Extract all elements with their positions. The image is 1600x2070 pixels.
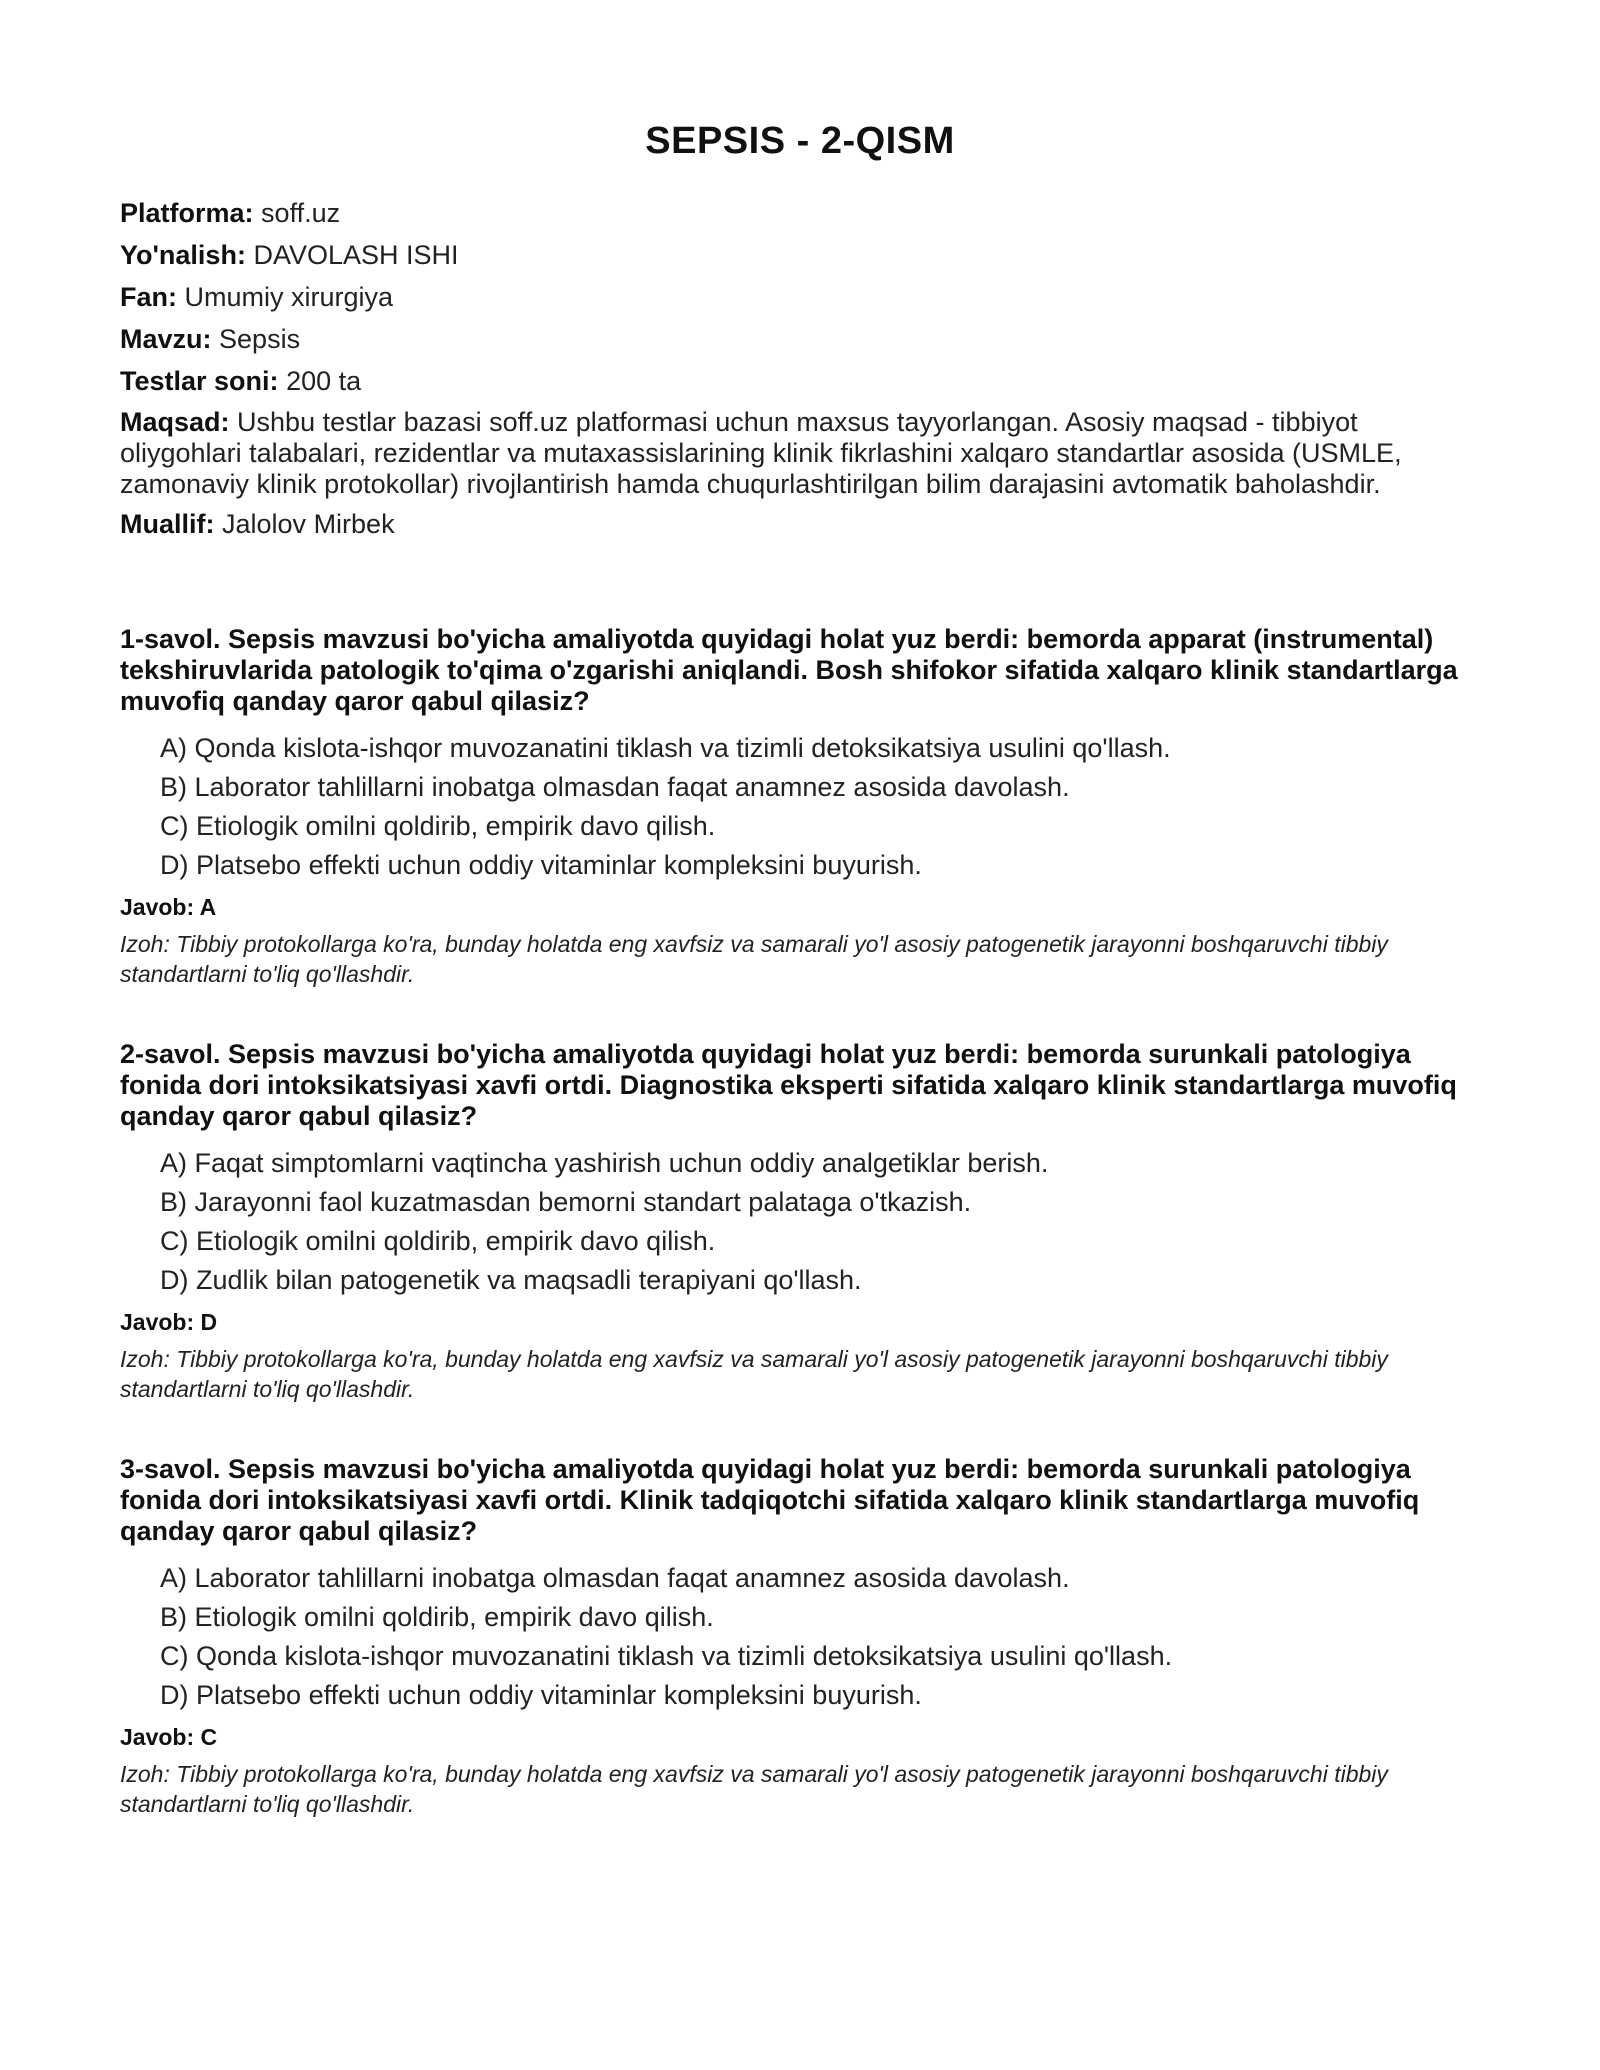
meta-value: 200 ta <box>286 366 362 396</box>
meta-label: Platforma: <box>120 198 254 228</box>
meta-test-count <box>120 365 1480 397</box>
option-list <box>120 1148 1480 1296</box>
meta-label: Fan: <box>120 282 177 312</box>
meta-value: soff.uz <box>261 198 341 228</box>
meta-topic <box>120 323 1480 355</box>
option-c: C) Etiologik omilni qoldirib, empirik davo qilish. <box>160 811 716 841</box>
question-item <box>120 624 1480 989</box>
option-d: D) Platsebo effekti uchun oddiy vitaminlar kompleksini buyurish. <box>160 850 922 880</box>
meta-author <box>120 508 1480 540</box>
meta-label: Muallif: <box>120 509 215 539</box>
meta-value: DAVOLASH ISHI <box>253 240 459 270</box>
option-a: A) Laborator tahlillarni inobatga olmasdan faqat anamnez asosida davolash. <box>160 1563 1070 1593</box>
option-a: A) Faqat simptomlarni vaqtincha yashirish uchun oddiy analgetiklar berish. <box>160 1148 1049 1178</box>
option-c: C) Qonda kislota-ishqor muvozanatini tiklash va tizimli detoksikatsiya usulini qo'llash. <box>160 1641 1173 1671</box>
meta-direction <box>120 239 1480 271</box>
answer-label: Javob: D <box>120 1309 218 1335</box>
question-list <box>120 624 1480 1819</box>
meta-label: Yo'nalish: <box>120 240 246 270</box>
answer-label: Javob: C <box>120 1724 218 1750</box>
option-a: A) Qonda kislota-ishqor muvozanatini tiklash va tizimli detoksikatsiya usulini qo'llash. <box>160 733 1171 763</box>
meta-label: Testlar soni: <box>120 366 279 396</box>
meta-subject <box>120 281 1480 313</box>
meta-label: Maqsad: <box>120 407 230 437</box>
option-d: D) Zudlik bilan patogenetik va maqsadli terapiyani qo'llash. <box>160 1265 862 1295</box>
meta-value: Umumiy xirurgiya <box>184 282 394 312</box>
meta-value: Jalolov Mirbek <box>222 509 395 539</box>
option-list <box>120 733 1480 881</box>
meta-platform <box>120 197 1480 229</box>
question-item <box>120 1454 1480 1819</box>
option-list <box>120 1563 1480 1711</box>
question-text: 1-savol. Sepsis mavzusi bo'yicha amaliyotda quyidagi holat yuz berdi: bemorda apparat (instrumental) tekshiruvlarida patologik to'qima o'zgarishi aniqlandi. Bosh shifokor sifatida xalqaro klinik standartlarga muvofiq qanday qaror qabul qilasiz? <box>120 624 1458 716</box>
option-d: D) Platsebo effekti uchun oddiy vitaminlar kompleksini buyurish. <box>160 1680 922 1710</box>
explanation-note: Izoh: Tibbiy protokollarga ko'ra, bunday holatda eng xavfsiz va samarali yo'l asosiy patogenetik jarayonni boshqaruvchi tibbiy standartlarni to'liq qo'llashdir. <box>120 1346 1388 1402</box>
option-b: B) Jarayonni faol kuzatmasdan bemorni standart palataga o'tkazish. <box>160 1187 972 1217</box>
meta-value: Ushbu testlar bazasi soff.uz platformasi uchun maxsus tayyorlangan. Asosiy maqsad - tibbiyot oliygohlari talabalari, rezidentlar va mutaxassislarining klinik fikrlashini xalqaro standartlar asosida (USMLE, zamonaviy klinik protokollar) rivojlantirish hamda chuqurlashtirilgan bilim darajasini avtomatik baholashdir. <box>120 407 1402 499</box>
meta-purpose <box>120 407 1480 500</box>
option-c: C) Etiologik omilni qoldirib, empirik davo qilish. <box>160 1226 716 1256</box>
question-text: 2-savol. Sepsis mavzusi bo'yicha amaliyotda quyidagi holat yuz berdi: bemorda surunkali patologiya fonida dori intoksikatsiyasi xavfi ortdi. Diagnostika eksperti sifatida xalqaro klinik standartlarga muvofiq qanday qaror qabul qilasiz? <box>120 1039 1457 1131</box>
question-item <box>120 1039 1480 1404</box>
document-meta <box>120 197 1480 540</box>
option-b: B) Laborator tahlillarni inobatga olmasdan faqat anamnez asosida davolash. <box>160 772 1070 802</box>
explanation-note: Izoh: Tibbiy protokollarga ko'ra, bunday holatda eng xavfsiz va samarali yo'l asosiy patogenetik jarayonni boshqaruvchi tibbiy standartlarni to'liq qo'llashdir. <box>120 1761 1388 1817</box>
answer-label: Javob: A <box>120 894 217 920</box>
document-title: SEPSIS - 2-QISM <box>645 120 955 162</box>
meta-value: Sepsis <box>219 324 301 354</box>
option-b: B) Etiologik omilni qoldirib, empirik davo qilish. <box>160 1602 714 1632</box>
explanation-note: Izoh: Tibbiy protokollarga ko'ra, bunday holatda eng xavfsiz va samarali yo'l asosiy patogenetik jarayonni boshqaruvchi tibbiy standartlarni to'liq qo'llashdir. <box>120 931 1388 987</box>
question-text: 3-savol. Sepsis mavzusi bo'yicha amaliyotda quyidagi holat yuz berdi: bemorda surunkali patologiya fonida dori intoksikatsiyasi xavfi ortdi. Klinik tadqiqotchi sifatida xalqaro klinik standartlarga muvofiq qanday qaror qabul qilasiz? <box>120 1454 1420 1546</box>
meta-label: Mavzu: <box>120 324 212 354</box>
